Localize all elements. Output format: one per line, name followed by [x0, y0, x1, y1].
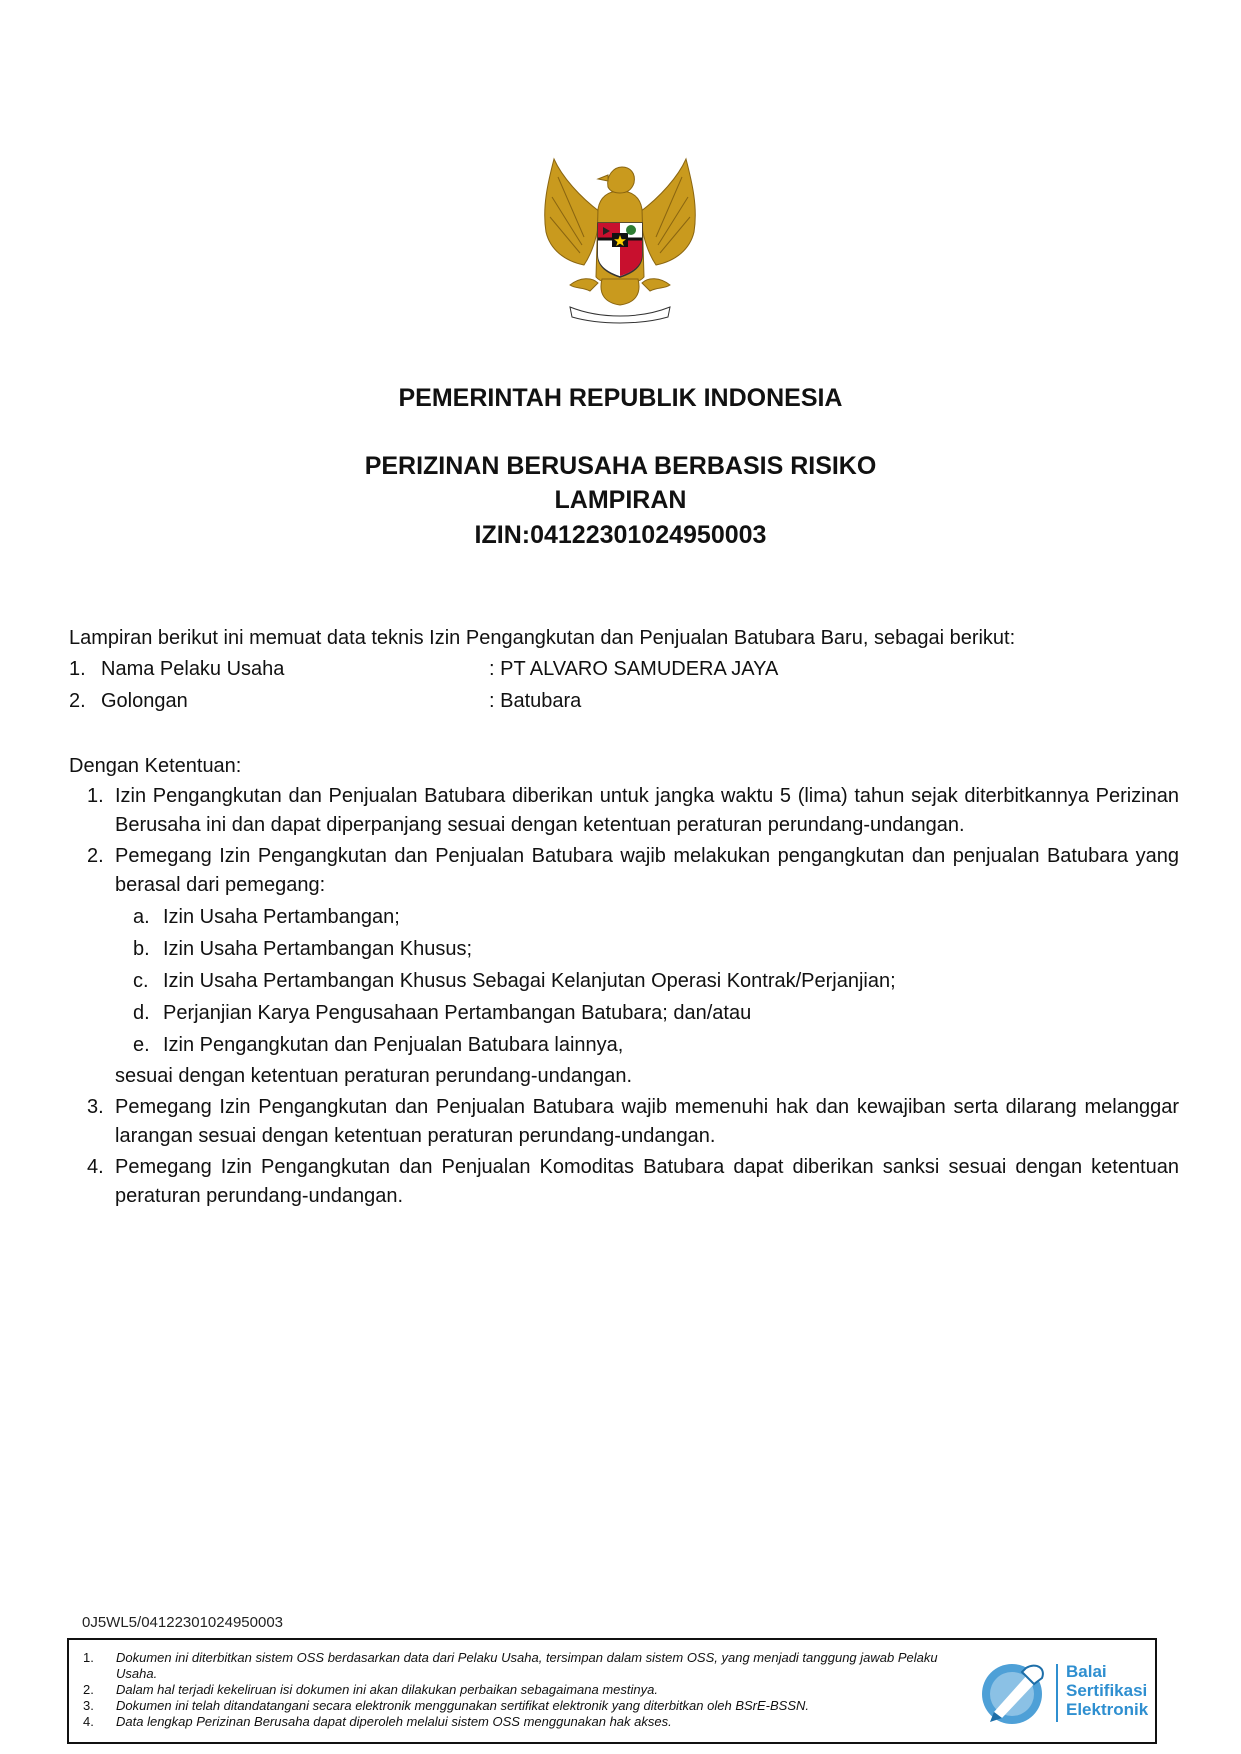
footer-note-number: 3.: [83, 1698, 94, 1713]
provision-number: 1.: [87, 785, 104, 807]
provision-text: Izin Pengangkutan dan Penjualan Batubara diberikan untuk jangka waktu 5 (lima) tahun sejak diterbitkannya Perizinan Berusaha ini dan dapat diperpanjang sesuai dengan ketentuan peraturan perundang-undangan.: [115, 785, 1179, 836]
data-field-number: 1.: [69, 658, 86, 680]
footer-notes: [83, 1650, 953, 1730]
provision-text: Pemegang Izin Pengangkutan dan Penjualan Komoditas Batubara dapat diberikan sanksi sesuai dengan ketentuan peraturan perundang-undangan.: [115, 1156, 1179, 1207]
provision-text: Pemegang Izin Pengangkutan dan Penjualan Batubara wajib memenuhi hak dan kewajiban serta dilarang melanggar larangan sesuai dengan ketentuan peraturan perundang-undangan.: [115, 1096, 1179, 1147]
provision-item: [69, 1153, 1179, 1211]
sub-item: [115, 1031, 1179, 1060]
provisions-list: [69, 782, 1179, 1213]
footer-note-text: Dokumen ini diterbitkan sistem OSS berdasarkan data dari Pelaku Usaha, tersimpan dalam sistem OSS, yang menjadi tanggung jawab Pelaku Usaha.: [116, 1650, 938, 1681]
bsre-logo-line: Elektronik: [1066, 1700, 1149, 1719]
footer-note-number: 2.: [83, 1682, 94, 1697]
sub-item-text: Izin Pengangkutan dan Penjualan Batubara lainnya,: [163, 1034, 624, 1056]
data-field-row: [69, 687, 1179, 716]
sub-item: [115, 999, 1179, 1028]
footer-note: [83, 1682, 953, 1698]
provision-number: 3.: [87, 1096, 104, 1118]
intro-paragraph: Lampiran berikut ini memuat data teknis Izin Pengangkutan dan Penjualan Batubara Baru, sebagai berikut:: [69, 627, 1016, 649]
sub-item: [115, 935, 1179, 964]
data-field-value: : Batubara: [489, 690, 582, 712]
document-code: 0J5WL5/04122301024950003: [82, 1614, 284, 1631]
footer-note-number: 4.: [83, 1714, 94, 1729]
footer-note: [83, 1714, 953, 1730]
provision-item: [69, 1093, 1179, 1151]
provision-item: [69, 782, 1179, 840]
provisions-title: Dengan Ketentuan:: [69, 755, 242, 777]
provision-tail-text: sesuai dengan ketentuan peraturan perundang-undangan.: [115, 1065, 633, 1087]
government-name: PEMERINTAH REPUBLIK INDONESIA: [398, 384, 843, 412]
footer-note: [83, 1698, 953, 1714]
sub-item: [115, 903, 1179, 932]
provision-number: 4.: [87, 1156, 104, 1178]
sub-item-text: Perjanjian Karya Pengusahaan Pertambangan Batubara; dan/atau: [163, 1002, 752, 1024]
data-field-label: Nama Pelaku Usaha: [101, 658, 285, 680]
data-field-value: : PT ALVARO SAMUDERA JAYA: [489, 658, 779, 680]
provision-number: 2.: [87, 845, 104, 867]
sub-item-letter: d.: [133, 1002, 150, 1024]
sub-item-letter: a.: [133, 906, 150, 928]
bsre-separator: [1056, 1664, 1058, 1722]
data-field-number: 2.: [69, 690, 86, 712]
document-subtitle: LAMPIRAN: [554, 486, 687, 514]
shield-icon: [598, 223, 642, 277]
footer-notes-box: [67, 1638, 1157, 1744]
permit-number: IZIN:04122301024950003: [474, 521, 767, 549]
data-field-label: Golongan: [101, 690, 188, 712]
footer-note-number: 1.: [83, 1650, 94, 1665]
garuda-pancasila-emblem: [540, 157, 700, 325]
bsre-logo-text: [1066, 1662, 1148, 1719]
provision-item: [69, 842, 1179, 1091]
footer-note-text: Data lengkap Perizinan Berusaha dapat diperoleh melalui sistem OSS menggunakan hak akses.: [116, 1714, 672, 1729]
bsre-logo-line: Balai: [1066, 1662, 1107, 1681]
bsre-logo-line: Sertifikasi: [1066, 1681, 1148, 1700]
footer-note: [83, 1650, 953, 1682]
footer-note-text: Dalam hal terjadi kekeliruan isi dokumen ini akan dilakukan perbaikan sebagaimana mestinya.: [116, 1682, 658, 1697]
data-field-row: [69, 655, 1179, 684]
sub-item-text: Izin Usaha Pertambangan Khusus;: [163, 938, 473, 960]
sub-item-letter: b.: [133, 938, 150, 960]
provision-text: Pemegang Izin Pengangkutan dan Penjualan Batubara wajib melakukan pengangkutan dan penjualan Batubara yang berasal dari pemegang:: [115, 845, 1179, 896]
sub-item-letter: e.: [133, 1034, 150, 1056]
bsre-pen-icon: [976, 1654, 1052, 1730]
provision-sublist: [115, 903, 1179, 1060]
bsre-logo: [976, 1646, 1156, 1738]
sub-item-text: Izin Usaha Pertambangan Khusus Sebagai Kelanjutan Operasi Kontrak/Perjanjian;: [163, 970, 896, 992]
sub-item-text: Izin Usaha Pertambangan;: [163, 906, 400, 928]
footer-note-text: Dokumen ini telah ditandatangani secara elektronik menggunakan sertifikat elektronik yang diterbitkan oleh BSrE-BSSN.: [116, 1698, 809, 1713]
sub-item: [115, 967, 1179, 996]
document-title: PERIZINAN BERUSAHA BERBASIS RISIKO: [364, 452, 877, 480]
sub-item-letter: c.: [133, 970, 149, 992]
